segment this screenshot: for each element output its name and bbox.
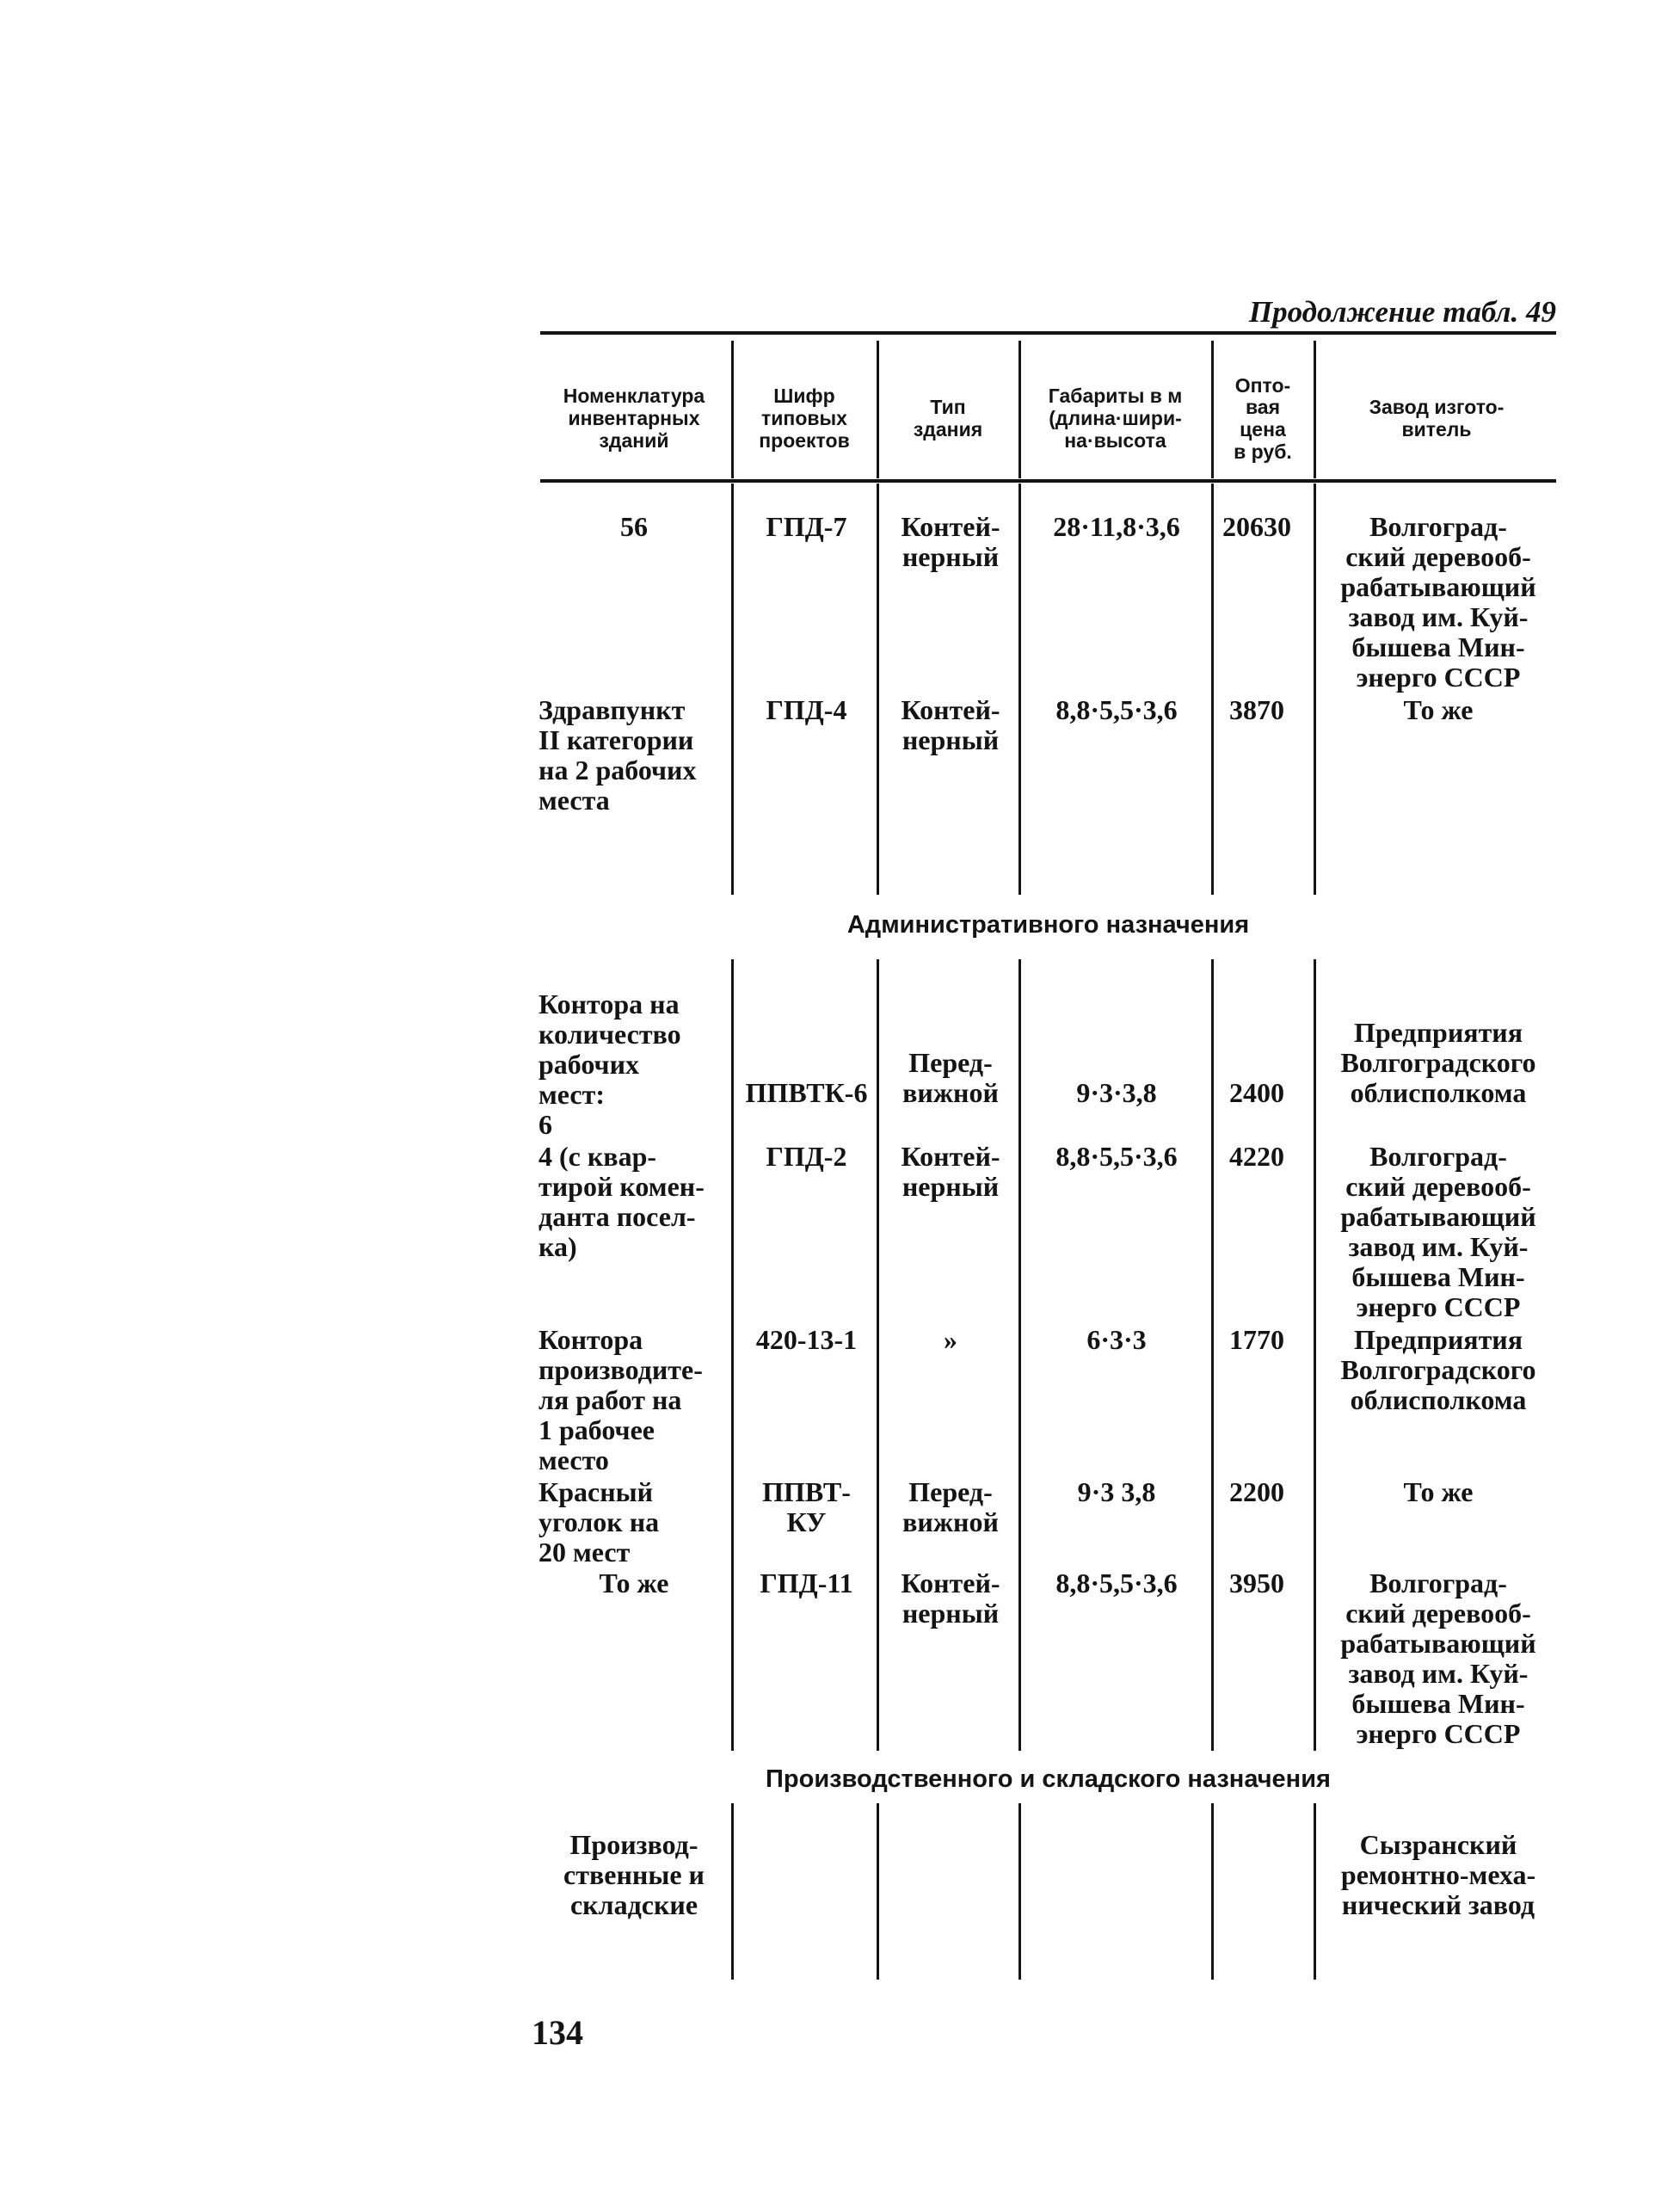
table-cell-maker: Предприятия Волгоградского облисполкома — [1340, 1324, 1536, 1415]
table-cell-price: 2400 — [1229, 1077, 1284, 1108]
table-cell-name: 4 (с квар- тирой комен- данта посел- ка) — [538, 1141, 705, 1262]
column-divider — [731, 1803, 734, 1980]
table-cell-maker: Предприятия Волгоградского облисполкома — [1340, 1017, 1536, 1108]
table-cell-code: ГПД-2 — [766, 1141, 847, 1172]
page-number: 134 — [532, 2013, 583, 2052]
section-title-production-storage: Производственного и складского назначения — [766, 1765, 1331, 1793]
table-cell-name: Контора производите- ля работ на 1 рабочее место — [538, 1324, 703, 1475]
table-top-rule — [540, 331, 1556, 335]
section-title-administrative: Административного назначения — [846, 911, 1250, 939]
table-cell-name: Здравпункт II категории на 2 рабочих места — [538, 694, 697, 816]
table-cell-type: Перед- вижной — [902, 1476, 999, 1537]
table-cell-maker: Сызранский ремонтно-меха- нический завод — [1340, 1829, 1536, 1920]
table-cell-type: Контей- нерный — [901, 1568, 1000, 1629]
column-divider — [877, 484, 879, 895]
header-dimensions: Габариты в м (длина·шири- на·высота — [1048, 385, 1183, 452]
table-cell-dims: 6·3·3 — [1086, 1324, 1147, 1355]
table-cell-dims: 28·11,8·3,6 — [1053, 511, 1180, 542]
column-divider — [1211, 1803, 1214, 1980]
table-cell-code: ППВТК-6 — [745, 1077, 868, 1108]
table-cell-dims: 8,8·5,5·3,6 — [1055, 1568, 1178, 1598]
table-cell-dims: 8,8·5,5·3,6 — [1055, 694, 1178, 725]
table-cell-name: Производ- ственные и складские — [563, 1829, 705, 1920]
header-nomenclature: Номенклатура инвентарных зданий — [563, 385, 705, 452]
table-cell-type: Перед- вижной — [902, 1047, 999, 1108]
table-cell-maker: То же — [1403, 1476, 1474, 1507]
column-divider — [1314, 1803, 1316, 1980]
table-caption: Продолжение табл. 49 — [1248, 295, 1556, 329]
table-cell-maker: Волгоград- ский деревооб- рабатывающий завод им. Куй- бышева Мин- энерго СССР — [1340, 1141, 1536, 1322]
column-divider — [1314, 484, 1316, 895]
table-cell-price: 1770 — [1229, 1324, 1284, 1355]
table-cell-maker: Волгоград- ский деревооб- рабатывающий завод им. Куй- бышева Мин- энерго СССР — [1340, 511, 1536, 693]
column-divider — [877, 1803, 879, 1980]
header-manufacturer: Завод изгото- витель — [1369, 396, 1505, 440]
header-bottom-rule — [540, 479, 1556, 483]
table-cell-maker: Волгоград- ский деревооб- рабатывающий завод им. Куй- бышева Мин- энерго СССР — [1340, 1568, 1536, 1749]
table-cell-type: » — [944, 1324, 957, 1355]
table-cell-dims: 9·3·3,8 — [1076, 1077, 1157, 1108]
table-cell-code: 420-13-1 — [755, 1324, 858, 1355]
table-cell-type: Контей- нерный — [901, 1141, 1000, 1202]
table-cell-type: Контей- нерный — [901, 511, 1000, 572]
table-cell-price: 4220 — [1229, 1141, 1284, 1172]
table-cell-name: Красный уголок на 20 мест — [538, 1476, 660, 1568]
column-divider — [1211, 959, 1214, 1751]
column-divider — [731, 484, 734, 895]
header-project-code: Шифр типовых проектов — [759, 385, 850, 452]
table-cell-price: 3870 — [1229, 694, 1284, 725]
table-cell-price: 20630 — [1222, 511, 1291, 542]
table-cell-price: 2200 — [1229, 1476, 1284, 1507]
table-cell-code: ППВТ- КУ — [762, 1476, 851, 1537]
table-cell-name: То же — [599, 1568, 669, 1598]
header-building-type: Тип здания — [913, 396, 983, 440]
table-cell-name: 56 — [620, 511, 648, 542]
column-divider — [731, 959, 734, 1751]
table-cell-type: Контей- нерный — [901, 694, 1000, 755]
column-divider — [1314, 959, 1316, 1751]
column-divider — [1018, 1803, 1021, 1980]
table-cell-maker: То же — [1403, 694, 1474, 725]
table-cell-code: ГПД-7 — [766, 511, 847, 542]
table-cell-code: ГПД-11 — [760, 1568, 853, 1598]
table-cell-dims: 9·3 3,8 — [1077, 1476, 1156, 1507]
table-cell-code: ГПД-4 — [766, 694, 847, 725]
header-wholesale-price: Опто- вая цена в руб. — [1234, 373, 1292, 463]
table-cell-dims: 8,8·5,5·3,6 — [1055, 1141, 1178, 1172]
column-divider — [1211, 484, 1214, 895]
table-cell-name: Контора на количество рабочих мест: 6 — [538, 989, 681, 1140]
table-cell-price: 3950 — [1229, 1568, 1284, 1598]
